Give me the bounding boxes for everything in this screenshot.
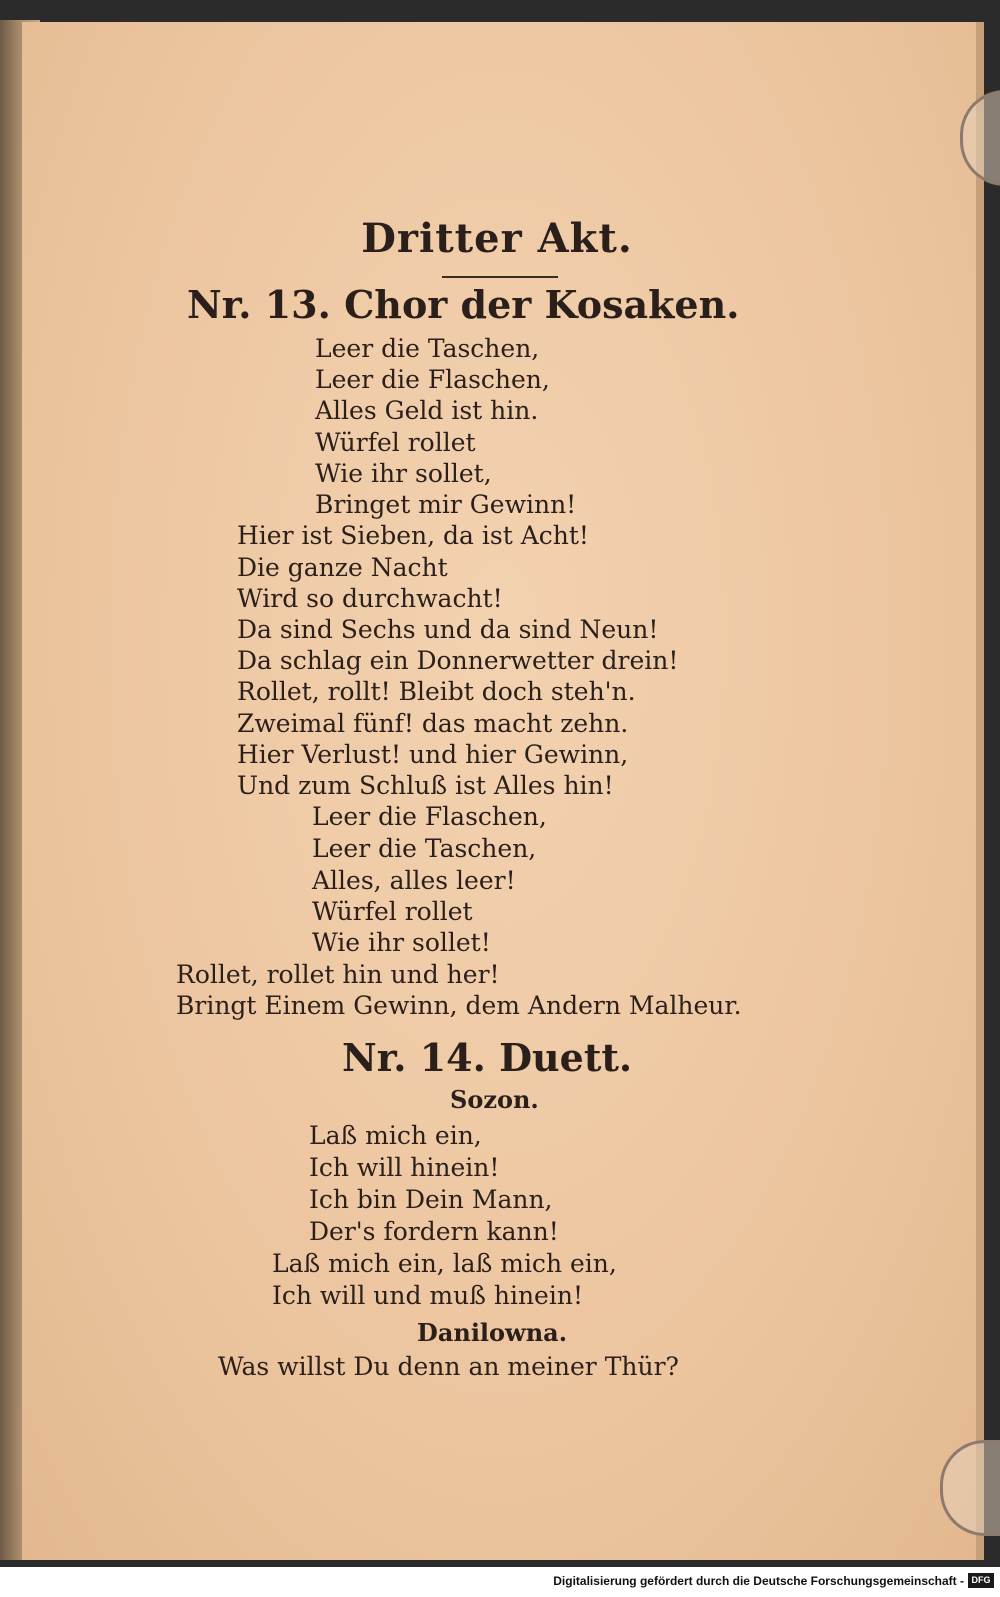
verse-line: Laß mich ein, bbox=[309, 1121, 482, 1150]
verse-line: Was willst Du denn an meiner Thür? bbox=[218, 1352, 679, 1381]
verse-line: Wird so durchwacht! bbox=[237, 584, 503, 613]
verse-line: Bringet mir Gewinn! bbox=[315, 490, 577, 519]
verse-line: Alles, alles leer! bbox=[312, 866, 516, 895]
verse-line: Würfel rollet bbox=[312, 897, 473, 926]
section-heading-nr14: Nr. 14. Duett. bbox=[342, 1035, 633, 1080]
verse-line: Würfel rollet bbox=[315, 428, 476, 457]
verse-line: Bringt Einem Gewinn, dem Andern Malheur. bbox=[176, 991, 742, 1020]
verse-line: Ich will und muß hinein! bbox=[272, 1281, 583, 1310]
verse-line: Da sind Sechs und da sind Neun! bbox=[237, 615, 659, 644]
verse-line: Wie ihr sollet! bbox=[312, 928, 491, 957]
verse-line: Rollet, rollt! Bleibt doch steh'n. bbox=[237, 677, 636, 706]
verse-line: Ich will hinein! bbox=[309, 1153, 500, 1182]
verse-line: Hier Verlust! und hier Gewinn, bbox=[237, 740, 629, 769]
footer-credit: Digitalisierung gefördert durch die Deutsche Forschungsgemeinschaft - bbox=[553, 1574, 964, 1588]
verse-line: Der's fordern kann! bbox=[309, 1217, 559, 1246]
speaker-name: Danilowna. bbox=[417, 1318, 568, 1347]
page-content bbox=[22, 0, 984, 1567]
verse-line: Die ganze Nacht bbox=[237, 553, 448, 582]
act-title: Dritter Akt. bbox=[361, 215, 633, 262]
dfg-logo: DFG bbox=[968, 1573, 994, 1588]
verse-line: Rollet, rollet hin und her! bbox=[176, 960, 500, 989]
verse-line: Leer die Taschen, bbox=[312, 834, 537, 863]
verse-line: Leer die Flaschen, bbox=[312, 802, 547, 831]
verse-line: Alles Geld ist hin. bbox=[315, 396, 539, 425]
verse-line: Leer die Flaschen, bbox=[315, 365, 550, 394]
verse-line: Und zum Schluß ist Alles hin! bbox=[237, 771, 614, 800]
verse-line: Wie ihr sollet, bbox=[315, 459, 492, 488]
verse-line: Hier ist Sieben, da ist Acht! bbox=[237, 521, 589, 550]
verse-line: Da schlag ein Donnerwetter drein! bbox=[237, 646, 679, 675]
verse-line: Zweimal fünf! das macht zehn. bbox=[237, 709, 629, 738]
verse-line: Ich bin Dein Mann, bbox=[309, 1185, 553, 1214]
section-heading-nr13: Nr. 13. Chor der Kosaken. bbox=[187, 282, 740, 327]
verse-line: Leer die Taschen, bbox=[315, 334, 540, 363]
footer-bar bbox=[0, 1567, 1000, 1597]
speaker-name: Sozon. bbox=[450, 1085, 539, 1114]
title-rule bbox=[442, 276, 558, 278]
verse-line: Laß mich ein, laß mich ein, bbox=[272, 1249, 617, 1278]
